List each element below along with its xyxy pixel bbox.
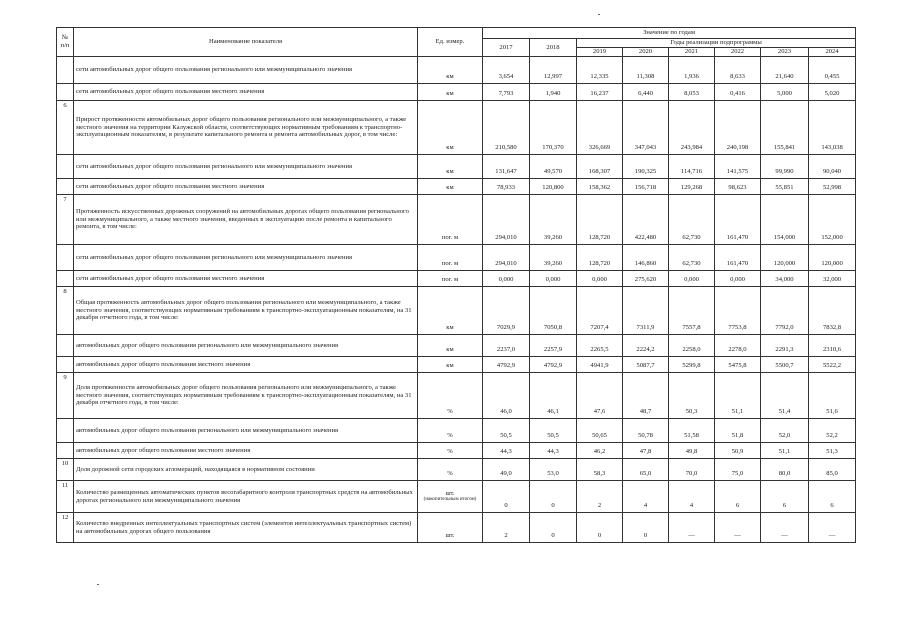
value-cell: 47,6	[577, 373, 623, 419]
value-cell: 5500,7	[761, 357, 809, 373]
row-number	[57, 84, 74, 101]
value-cell: 5,000	[761, 84, 809, 101]
value-cell: 131,647	[483, 155, 530, 179]
value-cell: 128,720	[577, 195, 623, 245]
value-cell: 32,000	[809, 271, 856, 287]
value-cell: 146,860	[623, 245, 669, 271]
unit-cell	[418, 155, 483, 179]
row-number	[57, 335, 74, 357]
value-cell: 114,716	[669, 155, 715, 179]
indicator-name: Количество размещенных автоматических пунктов весогабаритного контроля транспортных средств на автомобильных дорогах регионального или межмуниципального значения	[74, 481, 418, 513]
unit-label: км	[446, 73, 454, 81]
value-cell: 46,1	[530, 373, 577, 419]
row-number: 8	[57, 287, 74, 335]
row-number: 6	[57, 101, 74, 155]
value-cell: 168,307	[577, 155, 623, 179]
value-cell: 70,0	[669, 459, 715, 481]
header-name: Наименование показателя	[74, 28, 418, 57]
value-cell: 51,3	[809, 443, 856, 459]
unit-cell	[418, 443, 483, 459]
unit-cell	[418, 459, 483, 481]
value-cell: 98,623	[715, 179, 761, 195]
indicator-name: Общая протяженность автомобильных дорог общего пользования регионального или межмуниципального, а также местного значения, соответствующих нормативным требованиям к транспортно-эксплуатационным показателям, на 31 декабря отчетного года, в том числе:	[74, 287, 418, 335]
table-row	[57, 101, 856, 155]
value-cell: —	[669, 513, 715, 543]
header-year: 2021	[669, 48, 715, 57]
value-cell: 39,260	[530, 245, 577, 271]
value-cell: 170,370	[530, 101, 577, 155]
value-cell: 5522,2	[809, 357, 856, 373]
unit-label: пог. м	[441, 260, 459, 268]
table-row	[57, 443, 856, 459]
row-number	[57, 57, 74, 84]
indicator-name: автомобильных дорог общего пользования местного значения	[74, 357, 418, 373]
value-cell: 65,0	[623, 459, 669, 481]
value-cell: 50,5	[483, 419, 530, 443]
value-cell: 8,053	[669, 84, 715, 101]
value-cell: 0	[577, 513, 623, 543]
value-cell: 155,841	[761, 101, 809, 155]
value-cell: 48,7	[623, 373, 669, 419]
indicator-name: Доля дорожной сети городских агломераций, находящаяся в нормативном состоянии	[74, 459, 418, 481]
header-year: 2019	[577, 48, 623, 57]
value-cell: 7753,8	[715, 287, 761, 335]
table-row	[57, 335, 856, 357]
value-cell: 7,793	[483, 84, 530, 101]
value-cell: 51,58	[669, 419, 715, 443]
value-cell: 0,000	[530, 271, 577, 287]
header-values-by-year: Значение по годам	[483, 28, 856, 39]
table-row	[57, 245, 856, 271]
unit-cell	[418, 245, 483, 271]
value-cell: 243,984	[669, 101, 715, 155]
value-cell: 0	[530, 481, 577, 513]
value-cell: 44,3	[483, 443, 530, 459]
value-cell: 0,000	[483, 271, 530, 287]
value-cell: 51,1	[715, 373, 761, 419]
table-row	[57, 357, 856, 373]
value-cell: 6	[715, 481, 761, 513]
value-cell: 50,5	[530, 419, 577, 443]
unit-cell	[418, 271, 483, 287]
value-cell: 120,800	[530, 179, 577, 195]
header-year: 2020	[623, 48, 669, 57]
value-cell: 90,040	[809, 155, 856, 179]
table-row	[57, 57, 856, 84]
header-year: 2023	[761, 48, 809, 57]
value-cell: 4792,9	[483, 357, 530, 373]
header-subprogram-years: Годы реализации подпрограммы	[577, 39, 856, 48]
value-cell: 7832,8	[809, 287, 856, 335]
indicator-name: автомобильных дорог общего пользования регионального или межмуниципального значения	[74, 335, 418, 357]
unit-label: шт.	[445, 532, 455, 540]
indicator-name: сети автомобильных дорог общего пользования регионального или межмуниципального значения	[74, 155, 418, 179]
header-year: 2018	[530, 39, 577, 57]
value-cell: 11,308	[623, 57, 669, 84]
indicator-name: автомобильных дорог общего пользования местного значения	[74, 443, 418, 459]
value-cell: 5475,8	[715, 357, 761, 373]
unit-cell	[418, 357, 483, 373]
unit-label: км	[446, 90, 454, 98]
value-cell: 2237,0	[483, 335, 530, 357]
header-num: № п/п	[57, 28, 74, 57]
value-cell: 210,580	[483, 101, 530, 155]
value-cell: 347,043	[623, 101, 669, 155]
indicator-name: Доля протяженности автомобильных дорог общего пользования регионального или межмуниципального, а также местного значения, соответствующих нормативным требованиям к транспортно-эксплуатационным показателям, на 31 декабря отчетного года, в том числе:	[74, 373, 418, 419]
value-cell: 0,000	[669, 271, 715, 287]
indicator-name: сети автомобильных дорог общего пользования местного значения	[74, 84, 418, 101]
indicator-name: сети автомобильных дорог общего пользования регионального или межмуниципального значения	[74, 57, 418, 84]
value-cell: 39,260	[530, 195, 577, 245]
value-cell: 422,480	[623, 195, 669, 245]
table-row	[57, 271, 856, 287]
indicator-name: автомобильных дорог общего пользования регионального или межмуниципального значения	[74, 419, 418, 443]
row-number: 7	[57, 195, 74, 245]
value-cell: 128,720	[577, 245, 623, 271]
value-cell: 161,470	[715, 245, 761, 271]
value-cell: 7029,9	[483, 287, 530, 335]
value-cell: 7311,9	[623, 287, 669, 335]
value-cell: 12,997	[530, 57, 577, 84]
value-cell: 5299,8	[669, 357, 715, 373]
value-cell: 2310,6	[809, 335, 856, 357]
value-cell: 0	[483, 481, 530, 513]
unit-cell	[418, 287, 483, 335]
indicator-name: сети автомобильных дорог общего пользования местного значения	[74, 271, 418, 287]
row-number: 12	[57, 513, 74, 543]
unit-label: %	[447, 448, 453, 456]
value-cell: 2	[483, 513, 530, 543]
value-cell: 4941,9	[577, 357, 623, 373]
value-cell: 80,0	[761, 459, 809, 481]
value-cell: 51,6	[809, 373, 856, 419]
unit-cell	[418, 84, 483, 101]
value-cell: 52,0	[761, 419, 809, 443]
table-row	[57, 195, 856, 245]
header-year: 2024	[809, 48, 856, 57]
unit-label: %	[447, 408, 453, 416]
value-cell: 50,78	[623, 419, 669, 443]
scan-speck	[598, 14, 600, 15]
unit-cell	[418, 179, 483, 195]
value-cell: 50,9	[715, 443, 761, 459]
unit-cell	[418, 195, 483, 245]
value-cell: 62,730	[669, 195, 715, 245]
table-row	[57, 459, 856, 481]
value-cell: 8,633	[715, 57, 761, 84]
unit-cell	[418, 419, 483, 443]
row-number	[57, 179, 74, 195]
value-cell: 85,0	[809, 459, 856, 481]
value-cell: 55,851	[761, 179, 809, 195]
unit-label: км	[446, 184, 454, 192]
value-cell: 7207,4	[577, 287, 623, 335]
value-cell: 326,669	[577, 101, 623, 155]
value-cell: 34,000	[761, 271, 809, 287]
value-cell: 120,000	[809, 245, 856, 271]
value-cell: 275,620	[623, 271, 669, 287]
unit-label: км	[446, 346, 454, 354]
value-cell: 62,730	[669, 245, 715, 271]
value-cell: 2257,9	[530, 335, 577, 357]
row-number: 9	[57, 373, 74, 419]
table-row	[57, 155, 856, 179]
value-cell: 78,933	[483, 179, 530, 195]
value-cell: 51,8	[715, 419, 761, 443]
value-cell: 190,325	[623, 155, 669, 179]
unit-cell	[418, 513, 483, 543]
indicator-name: Прирост протяженности автомобильных дорог общего пользования регионального или межмуниципального, а также местного значения на территории Калужской области, соответствующих нормативным требованиям к транспортно-эксплуатационным показателям, в результате капитального ремонта и ремонта автомобильных дорог, в том числе:	[74, 101, 418, 155]
unit-cell	[418, 481, 483, 513]
value-cell: 1,940	[530, 84, 577, 101]
unit-label: км	[446, 324, 454, 332]
value-cell: 141,575	[715, 155, 761, 179]
table-row	[57, 84, 856, 101]
value-cell: —	[761, 513, 809, 543]
indicator-name: сети автомобильных дорог общего пользования местного значения	[74, 179, 418, 195]
value-cell: 2278,0	[715, 335, 761, 357]
value-cell: 53,0	[530, 459, 577, 481]
table-row	[57, 287, 856, 335]
unit-label: км	[446, 168, 454, 176]
value-cell: 99,990	[761, 155, 809, 179]
value-cell: 58,3	[577, 459, 623, 481]
value-cell: 129,268	[669, 179, 715, 195]
table-row	[57, 179, 856, 195]
value-cell: 1,936	[669, 57, 715, 84]
unit-cell	[418, 373, 483, 419]
value-cell: 152,000	[809, 195, 856, 245]
header-year: 2017	[483, 39, 530, 57]
value-cell: 49,570	[530, 155, 577, 179]
value-cell: 7557,8	[669, 287, 715, 335]
value-cell: 154,000	[761, 195, 809, 245]
value-cell: 0,000	[577, 271, 623, 287]
row-number	[57, 443, 74, 459]
value-cell: 2	[577, 481, 623, 513]
unit-label: пог. м	[441, 276, 459, 284]
value-cell: 4	[623, 481, 669, 513]
value-cell: 0,455	[809, 57, 856, 84]
value-cell: 51,1	[761, 443, 809, 459]
value-cell: 75,0	[715, 459, 761, 481]
row-number	[57, 155, 74, 179]
value-cell: 294,010	[483, 245, 530, 271]
value-cell: 2265,5	[577, 335, 623, 357]
value-cell: 6	[809, 481, 856, 513]
value-cell: 3,654	[483, 57, 530, 84]
indicators-table	[56, 27, 856, 543]
value-cell: 156,718	[623, 179, 669, 195]
value-cell: 0,000	[715, 271, 761, 287]
value-cell: 2258,0	[669, 335, 715, 357]
unit-cell	[418, 57, 483, 84]
unit-cell	[418, 101, 483, 155]
row-number	[57, 271, 74, 287]
value-cell: 46,2	[577, 443, 623, 459]
table-body	[57, 57, 856, 543]
unit-label: %	[447, 470, 453, 478]
value-cell: 2224,2	[623, 335, 669, 357]
value-cell: 46,0	[483, 373, 530, 419]
table-row	[57, 481, 856, 513]
value-cell: 16,237	[577, 84, 623, 101]
row-number: 11	[57, 481, 74, 513]
value-cell: 143,038	[809, 101, 856, 155]
value-cell: 50,65	[577, 419, 623, 443]
value-cell: 0	[623, 513, 669, 543]
value-cell: 51,4	[761, 373, 809, 419]
indicator-name: сети автомобильных дорог общего пользования регионального или межмуниципального значения	[74, 245, 418, 271]
value-cell: 4792,9	[530, 357, 577, 373]
value-cell: 49,8	[669, 443, 715, 459]
value-cell: 47,8	[623, 443, 669, 459]
table-row	[57, 513, 856, 543]
value-cell: 21,640	[761, 57, 809, 84]
value-cell: 4	[669, 481, 715, 513]
row-number	[57, 419, 74, 443]
value-cell: 2291,3	[761, 335, 809, 357]
row-number: 10	[57, 459, 74, 481]
value-cell: 120,000	[761, 245, 809, 271]
value-cell: 49,0	[483, 459, 530, 481]
value-cell: 52,998	[809, 179, 856, 195]
unit-label: %	[447, 432, 453, 440]
unit-cell	[418, 335, 483, 357]
value-cell: 161,470	[715, 195, 761, 245]
value-cell: 158,362	[577, 179, 623, 195]
indicator-name: Количество внедренных интеллектуальных транспортных систем (элементов интеллектуальных транспортных систем) на автомобильных дорогах общего пользования	[74, 513, 418, 543]
value-cell: 50,3	[669, 373, 715, 419]
unit-label: пог. м	[441, 234, 459, 242]
value-cell: 0,416	[715, 84, 761, 101]
value-cell: 240,198	[715, 101, 761, 155]
value-cell: —	[809, 513, 856, 543]
unit-label: км	[446, 144, 454, 152]
scan-speck	[97, 584, 99, 585]
value-cell: 294,010	[483, 195, 530, 245]
unit-note: (накопительным итогом)	[423, 497, 477, 503]
value-cell: 12,335	[577, 57, 623, 84]
value-cell: 44,3	[530, 443, 577, 459]
header-year: 2022	[715, 48, 761, 57]
row-number	[57, 245, 74, 271]
unit-label: шт.	[445, 489, 455, 497]
value-cell: 7792,0	[761, 287, 809, 335]
table-row	[57, 373, 856, 419]
value-cell: 6,440	[623, 84, 669, 101]
value-cell: 5087,7	[623, 357, 669, 373]
indicator-name: Протяженность искусственных дорожных сооружений на автомобильных дорогах общего пользования регионального или межмуниципального, а также местного значения, введенных в эксплуатацию после ремонта и капитального ремонта, в том числе:	[74, 195, 418, 245]
value-cell: 52,2	[809, 419, 856, 443]
header-unit: Ед. измер.	[418, 28, 483, 57]
value-cell: 0	[530, 513, 577, 543]
unit-label: км	[446, 362, 454, 370]
row-number	[57, 357, 74, 373]
value-cell: 5,020	[809, 84, 856, 101]
value-cell: 6	[761, 481, 809, 513]
value-cell: 7050,8	[530, 287, 577, 335]
value-cell: —	[715, 513, 761, 543]
table-row	[57, 419, 856, 443]
